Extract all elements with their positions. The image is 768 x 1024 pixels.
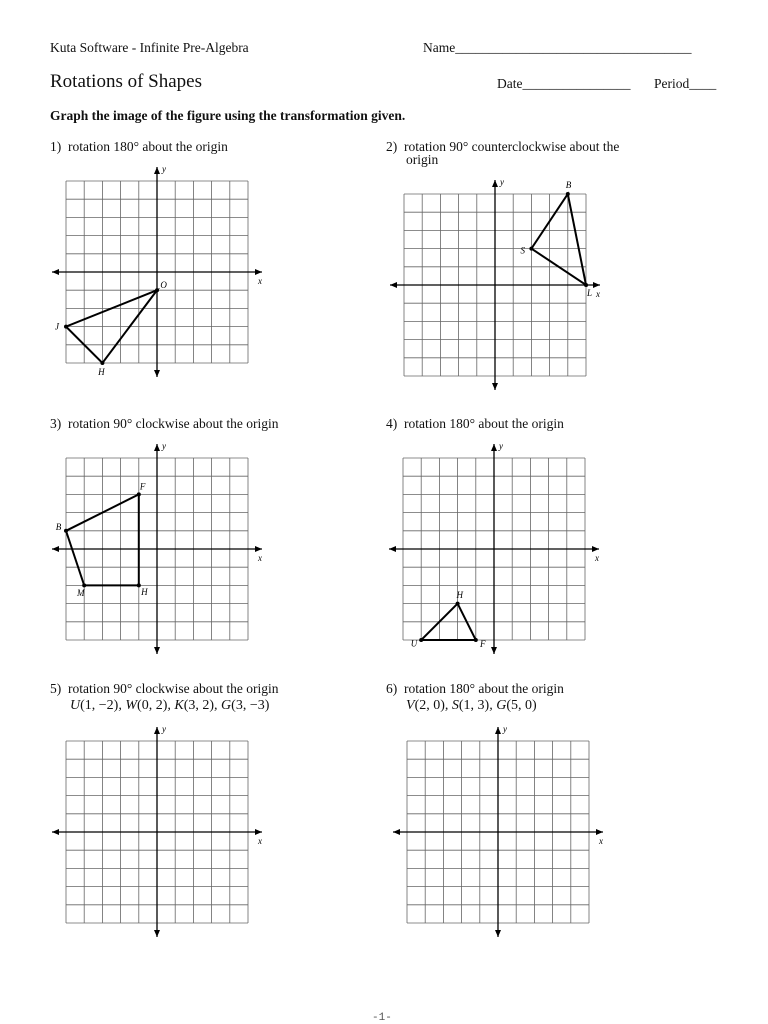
- y-axis-arrow-up: [154, 727, 160, 734]
- y-axis-arrow-down: [154, 647, 160, 654]
- problem-number: 4): [386, 416, 398, 431]
- problem-2-prompt: [386, 140, 619, 166]
- vertex-point: [529, 247, 533, 251]
- problem-text: rotation 180° about the origin: [404, 681, 564, 696]
- x-axis-arrow-right: [592, 546, 599, 552]
- problem-text: rotation 180° about the origin: [404, 416, 564, 431]
- x-axis-label: x: [258, 276, 262, 286]
- problem-3-prompt: [50, 417, 278, 430]
- vertex-point: [584, 283, 588, 287]
- page-number: -1-: [372, 1012, 392, 1024]
- x-axis-arrow-right: [255, 829, 262, 835]
- y-axis-label: y: [503, 724, 507, 734]
- vertex-point: [419, 638, 423, 642]
- vertex-point: [82, 583, 86, 587]
- problem-6-coordinates: V(2, 0), S(1, 3), G(5, 0): [406, 698, 537, 713]
- instructions: Graph the image of the figure using the transformation given.: [50, 108, 406, 123]
- axes: [393, 724, 603, 937]
- vertex-point: [137, 583, 141, 587]
- axes: [390, 177, 600, 390]
- vertex-label: B: [565, 180, 572, 191]
- problem-number: 3): [50, 416, 62, 431]
- figure-outline: [66, 494, 139, 585]
- problem-text: rotation 90° counterclockwise about the: [404, 139, 620, 154]
- vertex-label: M: [76, 588, 85, 599]
- x-axis-arrow-left: [390, 282, 397, 288]
- vertex-point: [64, 325, 68, 329]
- vertex-label: B: [55, 522, 62, 533]
- problem-number: 2): [386, 139, 398, 154]
- problem-text: rotation 180° about the origin: [68, 139, 228, 154]
- y-axis-label: y: [500, 177, 504, 187]
- x-axis-label: x: [595, 553, 599, 563]
- problem-text: rotation 90° clockwise about the origin: [68, 416, 279, 431]
- figure: [56, 482, 148, 598]
- vertex-label: F: [479, 639, 486, 650]
- figure-outline: [66, 290, 157, 363]
- y-axis-arrow-up: [154, 444, 160, 451]
- x-axis-arrow-left: [52, 269, 59, 275]
- figure-outline: [531, 194, 586, 285]
- vertex-label: H: [141, 587, 148, 598]
- grid: [66, 458, 248, 640]
- y-axis-label: y: [162, 724, 166, 734]
- problem-text: rotation 90° clockwise about the origin: [68, 681, 279, 696]
- problem-number: 5): [50, 681, 62, 696]
- y-axis-label: y: [162, 441, 166, 451]
- x-axis-arrow-right: [596, 829, 603, 835]
- vertex-point: [566, 192, 570, 196]
- vertex-label: H: [98, 366, 105, 377]
- date-field-label: Date________________: [497, 76, 631, 91]
- vertex-label: O: [160, 279, 167, 290]
- y-axis-arrow-up: [495, 727, 501, 734]
- problem-5-prompt: [50, 682, 278, 695]
- vertex-label: H: [456, 589, 464, 600]
- axes: [52, 164, 262, 377]
- grid: [403, 458, 585, 640]
- y-axis-arrow-up: [491, 444, 497, 451]
- vertex-label: S: [520, 245, 526, 256]
- problem-text-continued: origin: [406, 152, 439, 167]
- vertex-label: J: [55, 321, 59, 332]
- vertex-point: [64, 529, 68, 533]
- worksheet-title: Rotations of Shapes: [50, 71, 202, 92]
- problem-number: 1): [50, 139, 62, 154]
- y-axis-arrow-up: [492, 180, 498, 187]
- x-axis-arrow-left: [389, 546, 396, 552]
- y-axis-label: y: [499, 441, 503, 451]
- figure: [55, 280, 167, 377]
- problem-1-prompt: [50, 140, 228, 153]
- vertex-label: F: [139, 481, 146, 492]
- software-name: Kuta Software - Infinite Pre-Algebra: [50, 40, 249, 55]
- x-axis-arrow-right: [255, 546, 262, 552]
- grid: [404, 194, 586, 376]
- period-field-label: Period____: [654, 76, 717, 91]
- vertex-point: [456, 602, 460, 606]
- vertex-label: U: [410, 638, 418, 649]
- x-axis-arrow-left: [52, 546, 59, 552]
- y-axis-arrow-down: [154, 370, 160, 377]
- grid: [66, 741, 248, 923]
- axes: [389, 441, 599, 654]
- x-axis-label: x: [599, 836, 603, 846]
- y-axis-arrow-down: [492, 383, 498, 390]
- name-field-label: Name___________________________________: [423, 40, 692, 55]
- grid: [66, 181, 248, 363]
- figure: [411, 590, 486, 649]
- vertex-point: [137, 492, 141, 496]
- problem-6-prompt: [386, 682, 564, 695]
- x-axis-arrow-left: [393, 829, 400, 835]
- vertex-point: [474, 638, 478, 642]
- y-axis-arrow-up: [154, 167, 160, 174]
- x-axis-label: x: [258, 553, 262, 563]
- x-axis-arrow-left: [52, 829, 59, 835]
- problem-number: 6): [386, 681, 398, 696]
- x-axis-label: x: [596, 289, 600, 299]
- axes: [52, 441, 262, 654]
- y-axis-arrow-down: [154, 930, 160, 937]
- vertex-point: [100, 361, 104, 365]
- y-axis-arrow-down: [491, 647, 497, 654]
- figure-outline: [421, 604, 476, 640]
- x-axis-label: x: [258, 836, 262, 846]
- problem-5-coordinates: U(1, −2), W(0, 2), K(3, 2), G(3, −3): [70, 698, 270, 713]
- x-axis-arrow-right: [593, 282, 600, 288]
- x-axis-arrow-right: [255, 269, 262, 275]
- problem-4-prompt: [386, 417, 564, 430]
- vertex-point: [155, 288, 159, 292]
- axes: [52, 724, 262, 937]
- y-axis-label: y: [162, 164, 166, 174]
- y-axis-arrow-down: [495, 930, 501, 937]
- grid: [407, 741, 589, 923]
- figure: [521, 180, 592, 298]
- vertex-label: L: [586, 287, 592, 298]
